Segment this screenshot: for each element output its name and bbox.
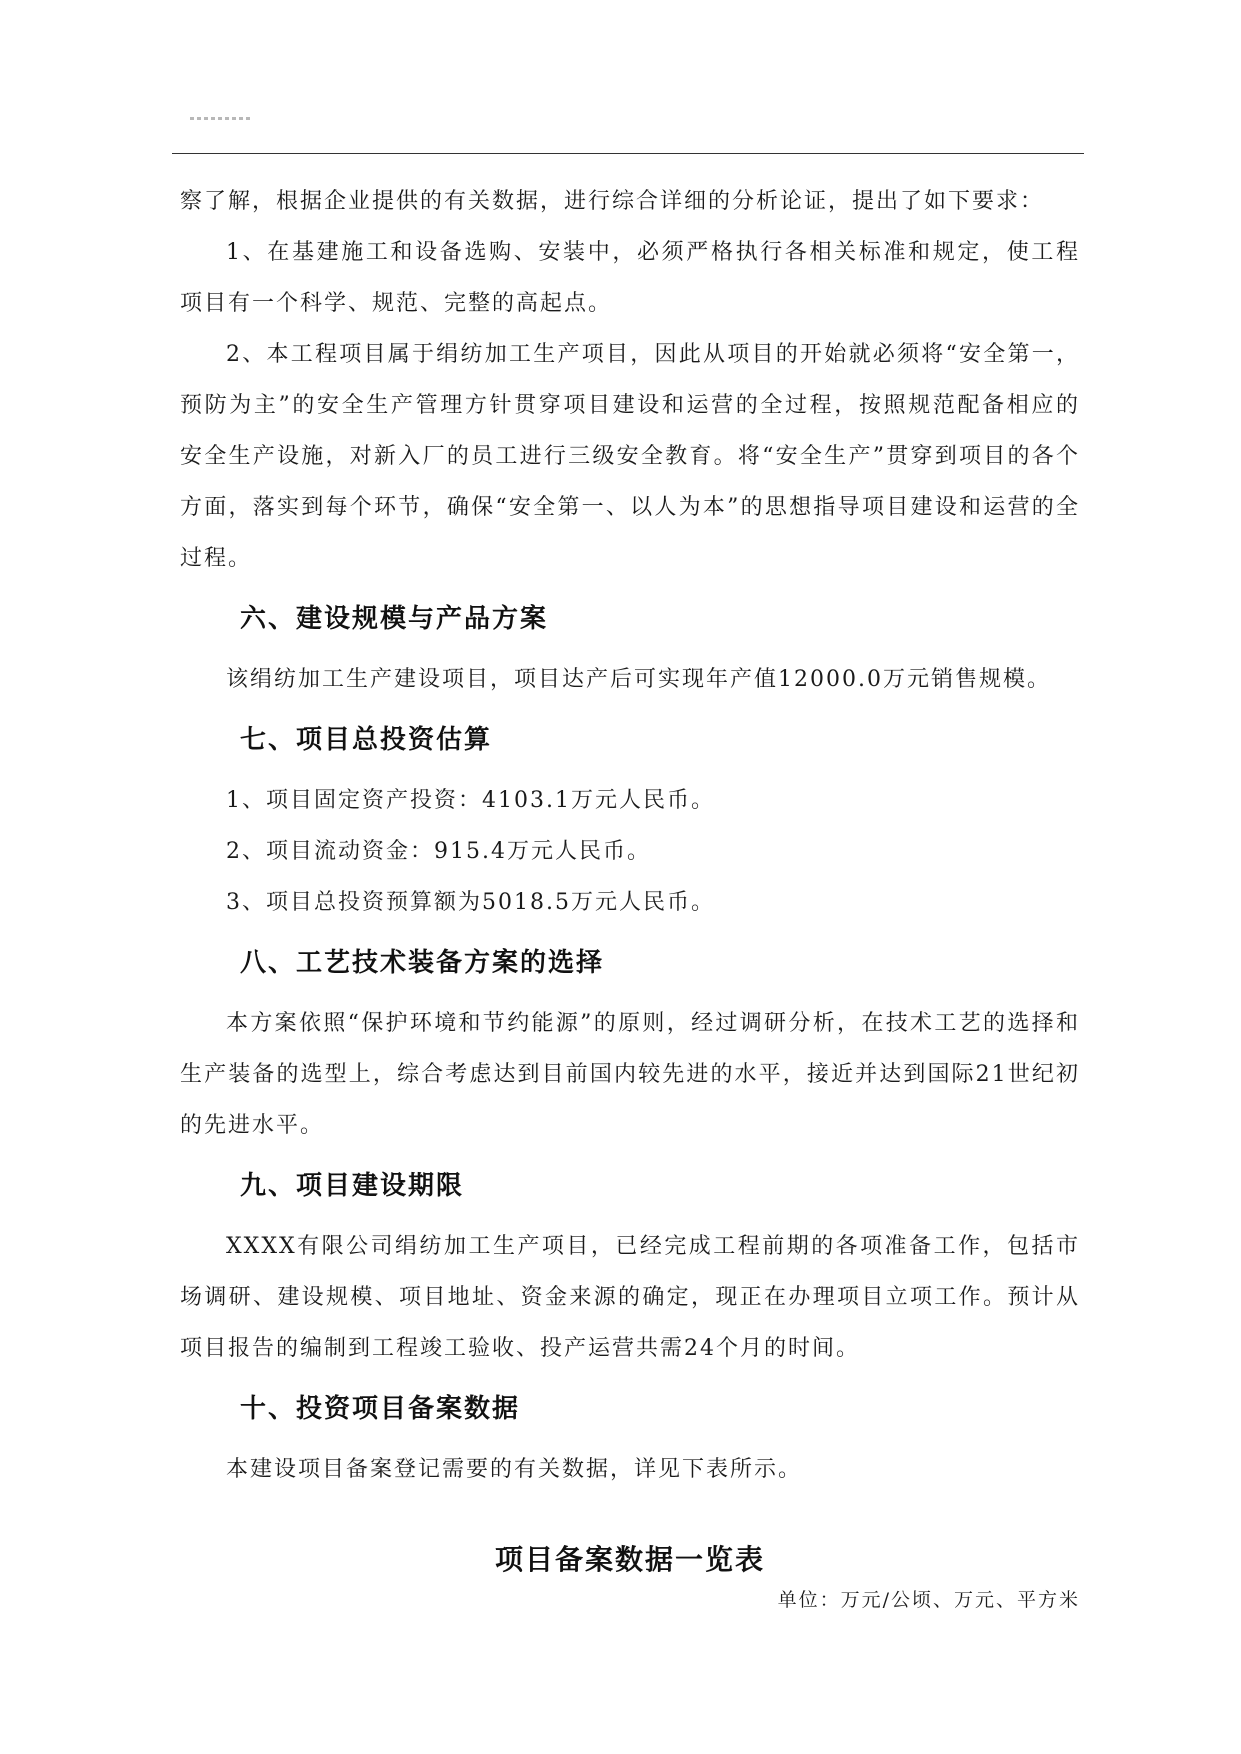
section-6-body: 该绢纺加工生产建设项目，项目达产后可实现年产值12000.0万元销售规模。 [226,667,1051,692]
section-9-body: XXXX有限公司绢纺加工生产项目，已经完成工程前期的各项准备工作，包括市场调研、建设规模、项目地址、资金来源的确定，现正在办理项目立项工作。预计从项目报告的编制到工程竣工验收、投产运营共需24个月的时间。 [180,1234,1080,1361]
section-heading-9: 九、项目建设期限 [240,1171,465,1201]
header-rule [172,153,1084,154]
section-heading-10: 十、投资项目备案数据 [240,1394,521,1424]
requirement-item-2: 2、本工程项目属于绢纺加工生产项目，因此从项目的开始就必须将“安全第一，预防为主”的安全生产管理方针贯穿项目建设和运营的全过程，按照规范配备相应的安全生产设施，对新入厂的员工进行三级安全教育。将“安全生产”贯穿到项目的各个方面，落实到每个环节，确保“安全第一、以人为本”的思想指导项目建设和运营的全过程。 [180,342,1080,571]
investment-item-1: 1、项目固定资产投资：4103.1万元人民币。 [226,788,715,813]
investment-item-2: 2、项目流动资金：915.4万元人民币。 [226,839,651,864]
table-title: 项目备案数据一览表 [494,1543,765,1576]
table-unit-note: 单位：万元/公顷、万元、平方米 [777,1589,1080,1611]
section-heading-8: 八、工艺技术装备方案的选择 [240,948,605,978]
section-8-body: 本方案依照“保护环境和节约能源”的原则，经过调研分析，在技术工艺的选择和生产装备的选型上，综合考虑达到目前国内较先进的水平，接近并达到国际21世纪初的先进水平。 [180,1011,1080,1138]
section-heading-7: 七、项目总投资估算 [240,725,493,755]
section-10-body: 本建设项目备案登记需要的有关数据，详见下表所示。 [226,1457,803,1482]
document-body [180,176,1080,1615]
header-mark [190,117,250,120]
section-heading-6: 六、建设规模与产品方案 [240,604,549,634]
paragraph-continuation: 察了解，根据企业提供的有关数据，进行综合详细的分析论证，提出了如下要求： [180,189,1045,214]
investment-item-3: 3、项目总投资预算额为5018.5万元人民币。 [226,890,715,915]
requirement-item-1: 1、在基建施工和设备选购、安装中，必须严格执行各相关标准和规定，使工程项目有一个科学、规范、完整的高起点。 [180,240,1080,316]
